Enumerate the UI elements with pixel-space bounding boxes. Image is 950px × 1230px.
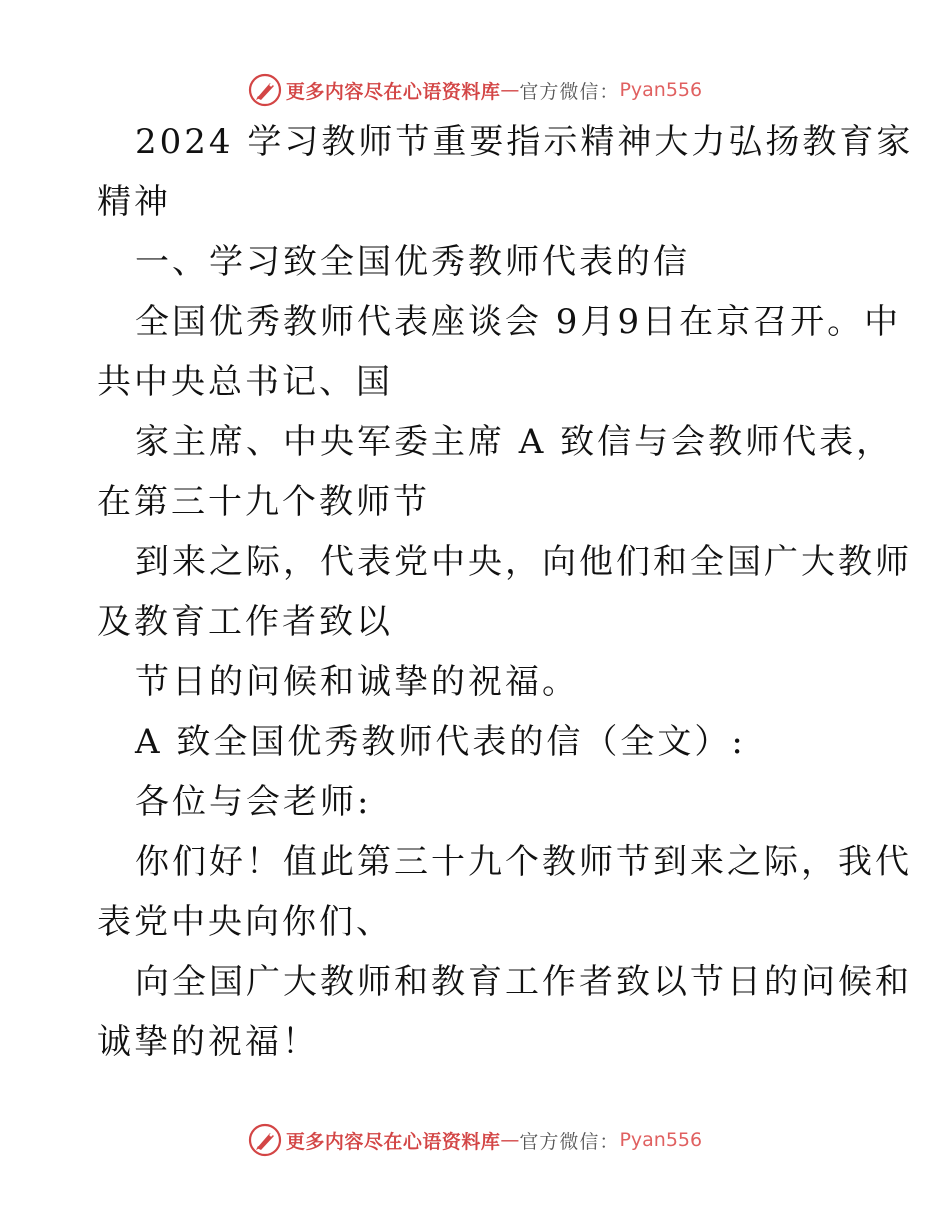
paragraph-line: 在第三十九个教师节	[97, 482, 430, 522]
paragraph-line: 共中央总书记、国	[97, 362, 393, 402]
watermark-wechat-id: Pyan556	[619, 1129, 703, 1151]
watermark-wechat-id: Pyan556	[619, 79, 703, 101]
document-body	[97, 118, 914, 1078]
paragraph-line: 精神	[97, 182, 171, 222]
paragraph-line: 向全国广大教师和教育工作者致以节日的问候和	[135, 962, 912, 1002]
paragraph-line: 节日的问候和诚挚的祝福。	[135, 662, 579, 702]
fountain-pen-logo-icon	[248, 1123, 282, 1157]
paragraph-line: 家主席、中央军委主席 A 致信与会教师代表，	[135, 422, 894, 462]
paragraph-line: 及教育工作者致以	[97, 602, 393, 642]
watermark-separator: —	[500, 79, 520, 101]
paragraph-line: 诚挚的祝福！	[97, 1022, 319, 1062]
paragraph-line: 全国优秀教师代表座谈会 9月9日在京召开。中	[135, 302, 902, 342]
watermark-main-text: 更多内容尽在心语资料库	[285, 1130, 501, 1153]
paragraph-line: 2024 学习教师节重要指示精神大力弘扬教育家	[135, 122, 914, 162]
watermark-main-text: 更多内容尽在心语资料库	[285, 80, 501, 103]
fountain-pen-logo-icon	[248, 73, 282, 107]
watermark-official-label: 官方微信：	[519, 80, 620, 103]
paragraph-line: 一、学习致全国优秀教师代表的信	[135, 242, 690, 282]
paragraph-line: 到来之际，代表党中央，向他们和全国广大教师	[135, 542, 912, 582]
watermark-official-label: 官方微信：	[519, 1130, 620, 1153]
watermark-separator: —	[500, 1129, 520, 1151]
watermark-footer	[0, 1120, 950, 1160]
paragraph-line: 你们好！值此第三十九个教师节到来之际，我代	[135, 842, 912, 882]
paragraph-line: 各位与会老师:	[135, 782, 372, 822]
paragraph-line: A 致全国优秀教师代表的信（全文）:	[135, 722, 746, 762]
watermark-header	[0, 70, 950, 110]
paragraph-line: 表党中央向你们、	[97, 902, 393, 942]
